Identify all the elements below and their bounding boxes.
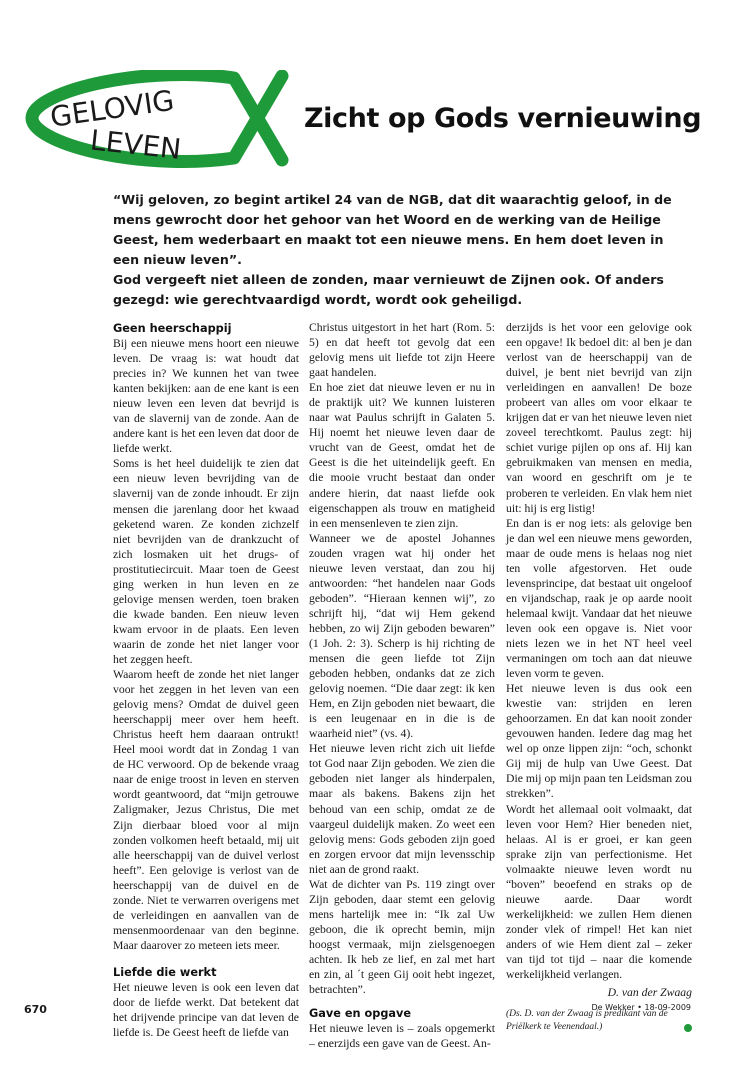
logo-word-leven: LEVEN [88,123,183,166]
body-paragraph: Het nieuwe leven is – zoals opgemerkt – enerzijds een gave van de Geest. An- [309,1022,495,1051]
body-paragraph: derzijds is het voor een gelovige ook een opgave! Ik bedoel dit: al ben je dan verlost van de heerschappij van de duivel, je bent niet bevrijd van zijn verleidingen en aanvallen! De boze probeert van alles om voor elkaar te krijgen dat er van het nieuwe leven niet zoveel terechtkomt. Paulus zegt: hij schiet vurige pijlen op ons af. Hij kan gebruikmaken van mensen en media, van woord en geschrift om je te proberen te verleiden. En vlak hem niet uit: hij is erg listig! [506,321,692,515]
column-3 [506,320,692,1034]
body-paragraph: Soms is het heel duidelijk te zien dat een nieuw leven bevrijding van de slavernij van de zonde inhoudt. Er zijn mensen die jarenlang door het kwaad geketend waren. Ze konden zichzelf niet bevrijden van de drankzucht of zich losmaken uit het drugs- of prostitutiecircuit. Maar toen de Geest ging werken in hun leven en ze gelovige mensen werden, toen braken die kwade banden. Een nieuw leven kwam ervoor in de plaats. Een leven waarin de zonde het niet langer voor het zeggen heeft. [113,457,299,666]
body-paragraph: Het nieuwe leven is dus ook een kwestie van: strijden en leren gehoorzamen. En dat kan nooit zonder gevouwen handen. Iedere dag mag het wel op onze lippen zijn: “och, schonkt Gij mij de hulp van Uwe Geest. Dat Die mij op mijn paan ten Leidsman zou strekken”. [506,682,692,801]
body-paragraph: Waarom heeft de zonde het niet langer voor het zeggen in het leven van een gelovig mens? Omdat de duivel geen heerschappij meer over hem heeft. Christus heeft hem daaraan ontrukt! Heel mooi wordt dat in Zondag 1 van de HC verwoord. Op de bekende vraag naar de enige troost in leven en sterven wordt geantwoord, dat “mijn getrouwe Zaligmaker, Jezus Christus, Die met Zijn dierbaar bloed voor al mijn zonden volkomen heeft betaald, mij uit alle heerschappij van de duivel verlost heeft”. Een gelovige is verlost van de heerschappij van de duivel en de zonde. Niet te verwarren overigens met de verleidingen en aanvallen van de mensenmoordenaar van den beginne. Maar daarover zo meteen iets meer. [113,668,299,952]
author-signature: D. van der Zwaag [607,986,692,1000]
section-heading-geen-heerschappij: Geen heerschappij [113,322,232,335]
body-paragraph: Wordt het allemaal ooit volmaakt, dat leven voor Hem? Hier beneden niet, helaas. Al is er groei, er kan geen sprake zijn van perfectionisme. Het volmaakte nieuwe leven wordt nu “boven” beoefend en straks op de nieuwe aarde. Daar wordt werkelijkheid: we zullen Hem dienen zonder vlek of rimpel! Het kan niet anders of wie Hem dient zal – zeker van tijd tot tijd – naar die komende werkelijkheid verlangen. [506,802,692,982]
body-paragraph: Wanneer we de apostel Johannes zouden vragen wat hij onder het nieuwe leven verstaat, dan zou hij antwoorden: “het handelen naar Gods geboden”. “Hieraan kennen wij”, zo schrijft hij, “dat wij Hem gekend hebben, zo wij Zijn geboden bewaren” (1 Joh. 2: 3). Scherp is hij richting de mensen die geen liefde tot Zijn geboden hebben, ondanks dat ze zich gelovig noemen. “Die daar zegt: ik ken Hem, en Zijn geboden niet bewaart, die is een leugenaar en in die is de waarheid niet” (vs. 4). [309,531,495,741]
body-paragraph: Wat de dichter van Ps. 119 zingt over Zijn geboden, daar stemt een gelovig mens hartelijk mee in: “Ik zal Uw geboon, die ik oprecht bemin, mijn hoogst vermaak, mijn zielsgenoegen achten. Ik heb ze lief, en zal met hart en zin, al ´t geen Gij ooit hebt ingezet, betrachten”. [309,877,495,997]
article-title: Zicht op Gods vernieuwing [304,103,702,134]
logo-word-gelovig: GELOVIG [48,83,177,134]
intro-paragraph: “Wij geloven, zo begint artikel 24 van de NGB, dat dit waarachtig geloof, in de mens gewrocht door het gehoor van het Woord en de werking van de Heilige Geest, hem wederbaart en maakt tot een nieuwe mens. En hem doet leven in een nieuw leven”. [113,192,672,267]
body-paragraph: Christus uitgestort in het hart (Rom. 5: 5) en dat heeft tot gevolg dat een gelovig mens uit liefde tot zijn Heere gaat handelen. [309,321,495,380]
column-1 [113,320,299,1040]
body-paragraph: Bij een nieuwe mens hoort een nieuwe leven. De vraag is: wat houdt dat precies in? We kunnen het van twee kanten bekijken: aan de ene kant is een nieuw leven een leven dat bevrijd is van de slavernij van de zonde. Aan de andere kant is het een leven dat door de liefde werkt. [113,337,299,456]
section-heading-liefde-die-werkt: Liefde die werkt [113,965,217,979]
section-heading-gave-en-opgave: Gave en opgave [309,1007,412,1021]
column-2 [309,320,495,1051]
page-number: 670 [24,1003,47,1016]
intro-paragraph: God vergeeft niet alleen de zonden, maar vernieuwt de Zijnen ook. Of anders gezegd: wie gerechtvaardigd wordt, wordt ook geheiligd. [113,272,664,307]
intro-lead [113,190,691,310]
gelovig-leven-logo [24,70,294,170]
body-paragraph: Het nieuwe leven richt zich uit liefde tot God naar Zijn geboden. We zien die geboden niet langer als hinderpalen, maar als bakens. Bakens zijn het behoud van een schip, omdat ze de vaargeul duidelijk maken. Zo weet een gelovig mens: Gods geboden zijn goed en zorgen ervoor dat mijn levensschip niet aan de grond raakt. [309,742,495,876]
body-paragraph: En hoe ziet dat nieuwe leven er nu in de praktijk uit? We kunnen luisteren naar wat Paulus schrijft in Galaten 5. Hij noemt het nieuwe leven daar de vrucht van de Geest, omdat het de Geest is die het uiteindelijk geeft. En die mooie vrucht bestaat dan onder andere hierin, dat naast liefde ook eigenschappen als trouw en matigheid in een mensenleven te zien zijn. [309,381,495,530]
author-note: (Ds. D. van der Zwaag is predikant van de Priëlkerk te Veenendaal.) [506,1009,668,1033]
footer-source: De Wekker • 18-09-2009 [591,1003,691,1012]
body-paragraph: Het nieuwe leven is ook een leven dat door de liefde werkt. Dat betekent dat het drijvende principe van dat leven de liefde is. De Geest heeft de liefde van [113,980,299,1040]
body-paragraph: En dan is er nog iets: als gelovige ben je dan wel een nieuwe mens geworden, maar de oude mens is helaas nog niet ten volle afgestorven. Het oude levensprincipe, dat bestaat uit ongeloof en vijandschap, raak je op aarde nooit helemaal kwijt. Vandaar dat het nieuwe leven ook een opgave is. Niet voor niets lezen we in het NT heel veel vermaningen om toch aan dat nieuwe leven vorm te geven. [506,516,692,681]
